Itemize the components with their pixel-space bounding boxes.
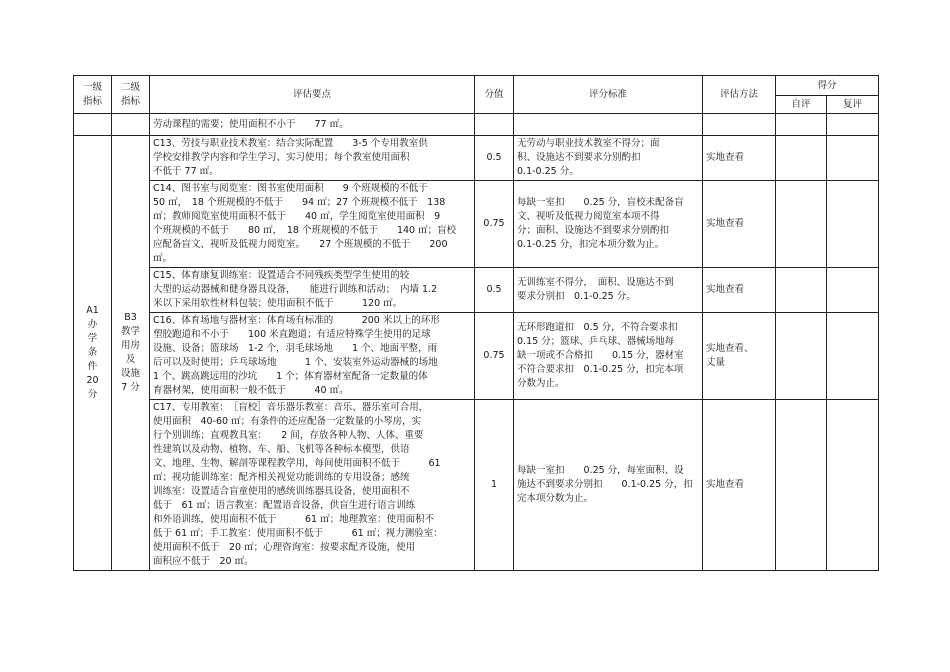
method-cell: 实地查看	[703, 136, 776, 181]
standard-cell: 无劳动与职业技术教室不得分；面 积、设施达不到要求分别酌扣 0.1-0.25 分。	[514, 136, 703, 181]
score-self-cell[interactable]	[776, 313, 827, 400]
method-cell: 实地查看、 丈量	[703, 313, 776, 400]
standard-cell: 无训练室不得分， 面积、设施达不到 要求分别扣 0.1-0.25 分。	[514, 268, 703, 313]
empty-cell	[703, 114, 776, 136]
header-review: 复评	[827, 96, 879, 114]
header-points: 评估要点	[150, 76, 475, 114]
table-row-c17	[74, 400, 879, 571]
method-cell: 实地查看	[703, 268, 776, 313]
evaluation-table	[73, 75, 879, 571]
continuation-row	[74, 114, 879, 136]
header-row	[74, 76, 879, 96]
table-row-c16	[74, 313, 879, 400]
standard-cell: 每缺一室扣 0.25 分，盲校未配备盲 文、视听及低视力阅览室本项不得 分；面积、设施达不到要求分别酌扣 0.1-0.25 分，扣完本项分数为止。	[514, 181, 703, 268]
score-review-cell[interactable]	[827, 268, 879, 313]
header-self-eval: 自评	[776, 96, 827, 114]
header-level1: 一级 指标	[74, 76, 112, 114]
score-review-cell[interactable]	[827, 114, 879, 136]
standard-cell: 无环形跑道扣 0.5 分，不符合要求扣 0.15 分；篮球、乒乓球、器械场地每 缺一项或不合格扣 0.15 分，器材室 不符合要求扣 0.1-0.25 分，扣完本项 分数为止。	[514, 313, 703, 400]
continuation-text: 劳动课程的需要；使用面积不小于 77 ㎡。	[150, 114, 475, 136]
value-cell: 0.5	[475, 136, 514, 181]
method-cell: 实地查看	[703, 400, 776, 571]
header-score: 得分	[776, 76, 879, 96]
value-cell: 0.75	[475, 313, 514, 400]
score-review-cell[interactable]	[827, 400, 879, 571]
eval-points: C14、图书室与阅览室：图书室使用面积 9 个班规模的不低于 50 ㎡， 18 个班规模的不低于 94 ㎡；27 个班规模不低于 138 ㎡；教师阅览室使用面积不低于 40 ㎡，学生阅览室使用面积 9 个班规模的不低于 80 ㎡， 18 个班规模的不低于 140 ㎡；盲校 应配备盲文、视听及低视力阅览室。 27 个班规模的不低于 200 ㎡。	[150, 181, 475, 268]
header-method: 评估方法	[703, 76, 776, 114]
score-self-cell[interactable]	[776, 400, 827, 571]
score-self-cell[interactable]	[776, 181, 827, 268]
level2-indicator: B3 教学 用房 及 设施 7 分	[112, 136, 150, 571]
eval-points: C13、劳技与职业技术教室：结合实际配置 3-5 个专用教室供 学校安排教学内容和学生学习、实习使用；每个教室使用面积 不低于 77 ㎡。	[150, 136, 475, 181]
method-cell: 实地查看	[703, 181, 776, 268]
score-review-cell[interactable]	[827, 136, 879, 181]
score-review-cell[interactable]	[827, 181, 879, 268]
score-self-cell[interactable]	[776, 136, 827, 181]
empty-cell	[475, 114, 514, 136]
table-row-c14	[74, 181, 879, 268]
header-level2: 二级 指标	[112, 76, 150, 114]
value-cell: 0.75	[475, 181, 514, 268]
table-row-c15	[74, 268, 879, 313]
eval-points: C15、体育康复训练室：设置适合不同残疾类型学生使用的较 大型的运动器械和健身器具设备， 能进行训练和活动； 内墙 1.2 米以下采用软性材料包装；使用面积不低于 120 ㎡。	[150, 268, 475, 313]
standard-cell: 每缺一室扣 0.25 分，每室面积、设 施达不到要求分别扣 0.1-0.25 分，扣 完本项分数为止。	[514, 400, 703, 571]
empty-cell	[74, 114, 112, 136]
score-review-cell[interactable]	[827, 313, 879, 400]
empty-cell	[112, 114, 150, 136]
header-standard: 评分标准	[514, 76, 703, 114]
eval-points: C17、专用教室： ［盲校］音乐器乐教室：音乐、器乐室可合用， 使用面积 40-60 ㎡；有条件的还应配备一定数量的小琴房，实 行个别训练；直观教具室： 2 间，存放各种人物、人体、重要 性建筑以及动物、植物、车、船、飞机等各种标本模型，供语 文、地理、生物、解剖等课程教学用，每间使用面积不低于 61 ㎡；视功能训练室：配齐相关视觉功能训练的专用设备；感统 训练室：设置适合盲童使用的感统训练器具设备，使用面积不 低于 61 ㎡；语言教室：配置语音设备，供盲生进行语言训练 和外语训练，使用面积不低于 61 ㎡；地理教室：使用面积不 低于 61 ㎡；手工教室：使用面积不低于 61 ㎡；视力测验室： 使用面积不低于 20 ㎡；心理咨询室：按要求配齐设施，使用 面积应不低于 20 ㎡。	[150, 400, 475, 571]
table-row-c13	[74, 136, 879, 181]
empty-cell	[514, 114, 703, 136]
score-self-cell[interactable]	[776, 268, 827, 313]
value-cell: 0.5	[475, 268, 514, 313]
level1-indicator: A1 办 学 条 件 20 分	[74, 136, 112, 571]
value-cell: 1	[475, 400, 514, 571]
score-self-cell[interactable]	[776, 114, 827, 136]
header-value: 分值	[475, 76, 514, 114]
eval-points: C16、体育场地与器材室：体育场有标准的 200 米以上的环形 塑胶跑道和不小于 100 米直跑道；有适应特殊学生使用的足球 设施、设备；篮球场 1-2 个，羽毛球场地 1 个、地面平整，雨 后可以及时使用；乒乓球场地 1 个、安装室外运动器械的场地 1 个、跳高跳远用的沙坑 1 个；体育器材室配备一定数量的体 育器材架，使用面积一般不低于 40 ㎡。	[150, 313, 475, 400]
